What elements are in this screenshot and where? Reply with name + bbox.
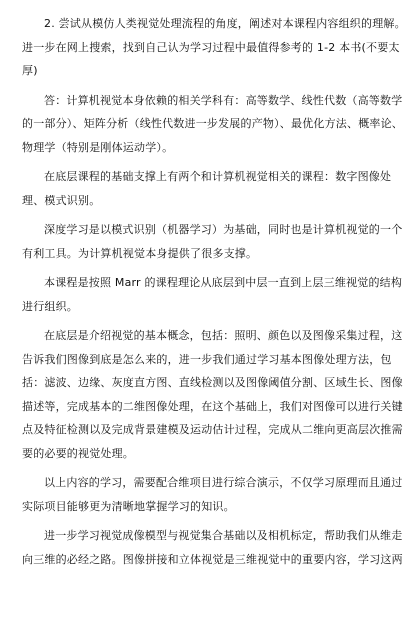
body-paragraph: 进一步学习视觉成像模型与视觉集合基础以及相机标定，帮助我们从维走向三维的必经之路。图像拼接和立体视觉是三维视觉中的重要内容，学习这两 (22, 529, 403, 566)
body-paragraph: 以上内容的学习，需要配合维项目进行综合演示，不仅学习原理而且通过实际项目能够更为清晰地掌握学习的知识。 (22, 476, 403, 513)
body-paragraph: 本课程是按照 Marr 的课程理论从底层到中层一直到上层三维视觉的结构进行组织。 (22, 276, 403, 313)
body-paragraph: 在底层是介绍视觉的基本概念，包括：照明、颜色以及图像采集过程，这告诉我们图像到底是怎么来的，进一步我们通过学习基本图像处理方法，包括：滤波、边缘、灰度直方图、直线检测以及图像阈值分割、区域生长、图像描述等，完成基本的二维图像处理，在这个基础上，我们对图像可以进行关键点及特征检测以及完成背景建模及运动估计过程，完成从二维向更高层次推需要的必要的视觉处理。 (22, 329, 403, 460)
question-paragraph: 2. 尝试从模仿人类视觉处理流程的角度，阐述对本课程内容组织的理解。进一步在网上搜索，找到自己认为学习过程中最值得参考的 1-2 本书(不要太厚) (22, 17, 406, 77)
answer-paragraph: 答：计算机视觉本身依赖的相关学科有：高等数学、线性代数（高等数学的一部分）、矩阵分析（线性代数进一步发展的产物）、最优化方法、概率论、物理学（特别是刚体运动学）。 (22, 93, 403, 154)
body-paragraph: 深度学习是以模式识别（机器学习）为基础，同时也是计算机视觉的一个有利工具。为计算机视觉本身提供了很多支撑。 (22, 223, 403, 260)
body-paragraph: 在底层课程的基础支撑上有两个和计算机视觉相关的课程：数字图像处理、模式识别。 (22, 170, 392, 207)
